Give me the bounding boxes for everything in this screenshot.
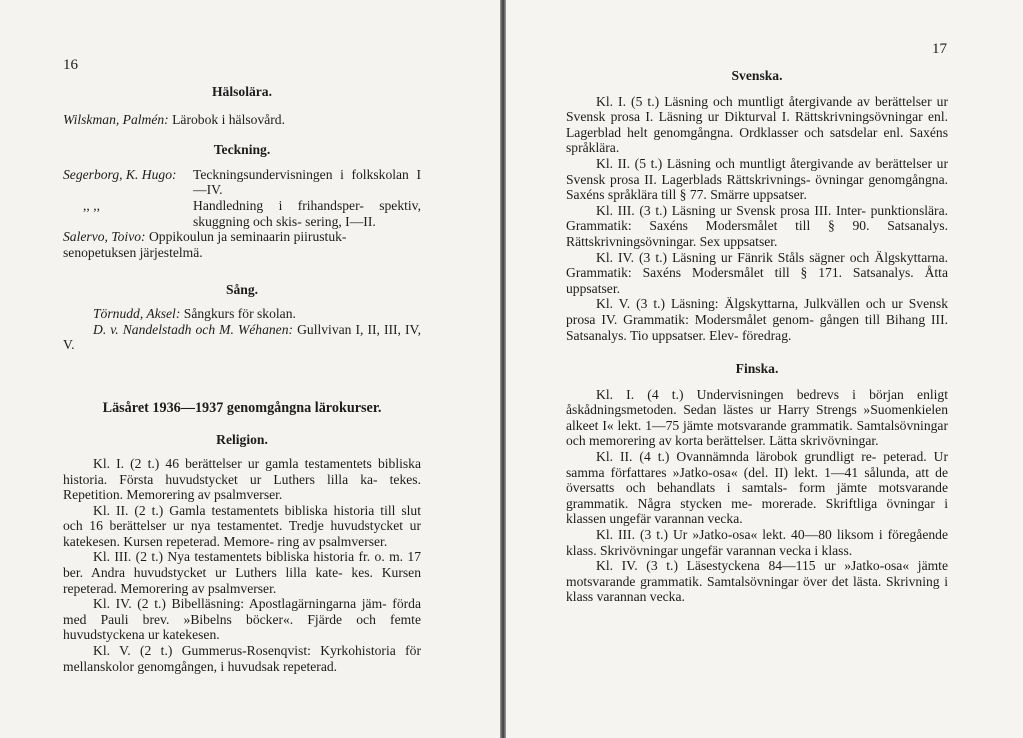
halsolara-heading: Hälsolära. (211, 84, 273, 99)
teckning-row-1 (63, 167, 421, 198)
religion-heading: Religion. (216, 432, 268, 448)
sang-text-2: Gullvivan I, II, III, IV, V. (63, 321, 421, 353)
halsolara-text: Lärobok i hälsovård. (172, 111, 285, 127)
lasaret-heading: Läsåret 1936—1937 genomgångna lärokurser. (102, 399, 382, 416)
left-page (0, 0, 500, 738)
sang-line-1 (63, 306, 421, 322)
svenska-heading: Svenska. (731, 68, 783, 83)
teckning-item-1: Teckningsundervisningen i folkskolan I—IV. (193, 166, 421, 198)
teckning-author: Segerborg, K. Hugo: (63, 166, 177, 182)
teckning-row-2 (63, 198, 421, 229)
finska-heading: Finska. (735, 361, 779, 377)
sang-line-2 (63, 322, 421, 353)
teckning-item-3: Oppikoulun ja seminaarin piirustuk- senopetuksen järjestelmä. (63, 229, 347, 260)
finska-para: Kl. II. (4 t.) Ovannämnda lärobok grundligt re- peterad. Ur samma författares »Jatko-osa« (del. II) lekt. 1—41 sålunda, att de översatts och behandlats i samtals- form jämte motsvarande grammatik. Några stycken me- morerade. Skriftliga övningar i klassen ungefär varannan vecka. (566, 449, 948, 527)
sang-author-2: D. v. Nandelstadh och M. Wéhanen: (93, 321, 294, 337)
finska-para: Kl. III. (3 t.) Ur »Jatko-osa« lekt. 40—80 liksom i föregående klass. Skrivövningar ungefär varannan vecka i klass. (566, 527, 948, 558)
teckning-author-2: Salervo, Toivo: (63, 229, 146, 245)
svenska-body (566, 94, 948, 344)
right-column (566, 68, 948, 605)
halsolara-author: Wilskman, Palmén: (63, 111, 169, 127)
religion-para: Kl. III. (2 t.) Nya testamentets bibliska historia fr. o. m. 17 ber. Andra huvudstycket ur Luthers lilla kate- kes. Kursen repeterad. Memorering av psalmverser. (63, 549, 421, 596)
svenska-para: Kl. V. (3 t.) Läsning: Älgskyttarna, Julkvällen och ur Svensk prosa IV. Grammatik: Modersmålet genom- gången till Bihang III. Satsanalys. Tio uppsatser. Elev- föredrag. (566, 296, 948, 343)
svenska-para: Kl. III. (3 t.) Läsning ur Svensk prosa III. Inter- punktionslära. Grammatik: Saxéns Modersmålet till § 90. Satsanalys. Rättskrivningsövningar. Sex uppsatser. (566, 202, 948, 249)
religion-para: Kl. I. (2 t.) 46 berättelser ur gamla testamentets bibliska historia. Första huvudstycket ur Luthers lilla ka- tekes. Repetition. Memorering av psalmverser. (63, 455, 421, 503)
left-column (63, 84, 421, 674)
finska-para: Kl. IV. (3 t.) Läsestyckena 84—115 ur »Jatko-osa« jämte motsvarande grammatik. Samtalsövningar över det lästa. Skrivning i klass varannan vecka. (566, 558, 948, 605)
svenska-para: Kl. IV. (3 t.) Läsning ur Fänrik Ståls sägner och Älgskyttarna. Grammatik: Saxéns Modersmålet till § 171. Satsanalys. Åtta uppsatser. (566, 249, 948, 296)
page-number-left: 16 (63, 57, 78, 73)
teckning-row-3 (63, 229, 421, 260)
religion-para: Kl. V. (2 t.) Gummerus-Rosenqvist: Kyrkohistoria för mellanskolor genomgången, i huvudsak repeterad. (63, 643, 421, 674)
teckning-item-2: Handledning i frihandsper- spektiv, skuggning och skis- sering, I—II. (193, 197, 421, 229)
finska-para: Kl. I. (4 t.) Undervisningen bedrevs i början enligt åskådningsmetoden. Sedan lästes ur Harry Strengs »Suomenkielen alkeet I« lekt. 1—75 jämte motsvarande grammatik. Samtalsövningar och memorering av korta berättelser. Lätta skrivövningar. (566, 386, 948, 449)
page-number-right: 17 (932, 41, 947, 57)
svenska-para: Kl. II. (5 t.) Läsning och muntligt återgivande av berättelser ur Svensk prosa II. Lagerblads Rättskrivnings- övningar genomgångna. Saxéns språklära till § 77. Smärre uppsatser. (566, 155, 948, 203)
teckning-heading: Teckning. (213, 142, 271, 158)
religion-body (63, 456, 421, 674)
halsolara-line (63, 112, 421, 128)
teckning-ditto: ,, ,, (83, 197, 100, 213)
svenska-para: Kl. I. (5 t.) Läsning och muntligt återgivande av berättelser ur Svensk prosa I. Läsning ur Dikturval I. Rättskrivningsövningar enl. Lagerblad helt genomgångna. Ordklasser och satsdelar enl. Saxéns språklära. (566, 93, 948, 156)
sang-author-1: Törnudd, Aksel: (93, 305, 181, 321)
religion-para: Kl. IV. (2 t.) Bibelläsning: Apostlagärningarna jäm- förda med Pauli brev. »Bibelns böcker«. Fjärde och femte huvudstyckena ur katekesen. (63, 596, 421, 643)
right-page (506, 0, 1023, 738)
sang-heading: Sång. (225, 282, 259, 298)
finska-body (566, 387, 948, 605)
sang-text-1: Sångkurs för skolan. (183, 305, 296, 321)
religion-para: Kl. II. (2 t.) Gamla testamentets bibliska historia till slut och 16 berättelser ur nya testamentet. Tredje huvudstycket ur katekesen. Kursen repeterad. Memore- ring av psalmverser. (63, 502, 421, 549)
